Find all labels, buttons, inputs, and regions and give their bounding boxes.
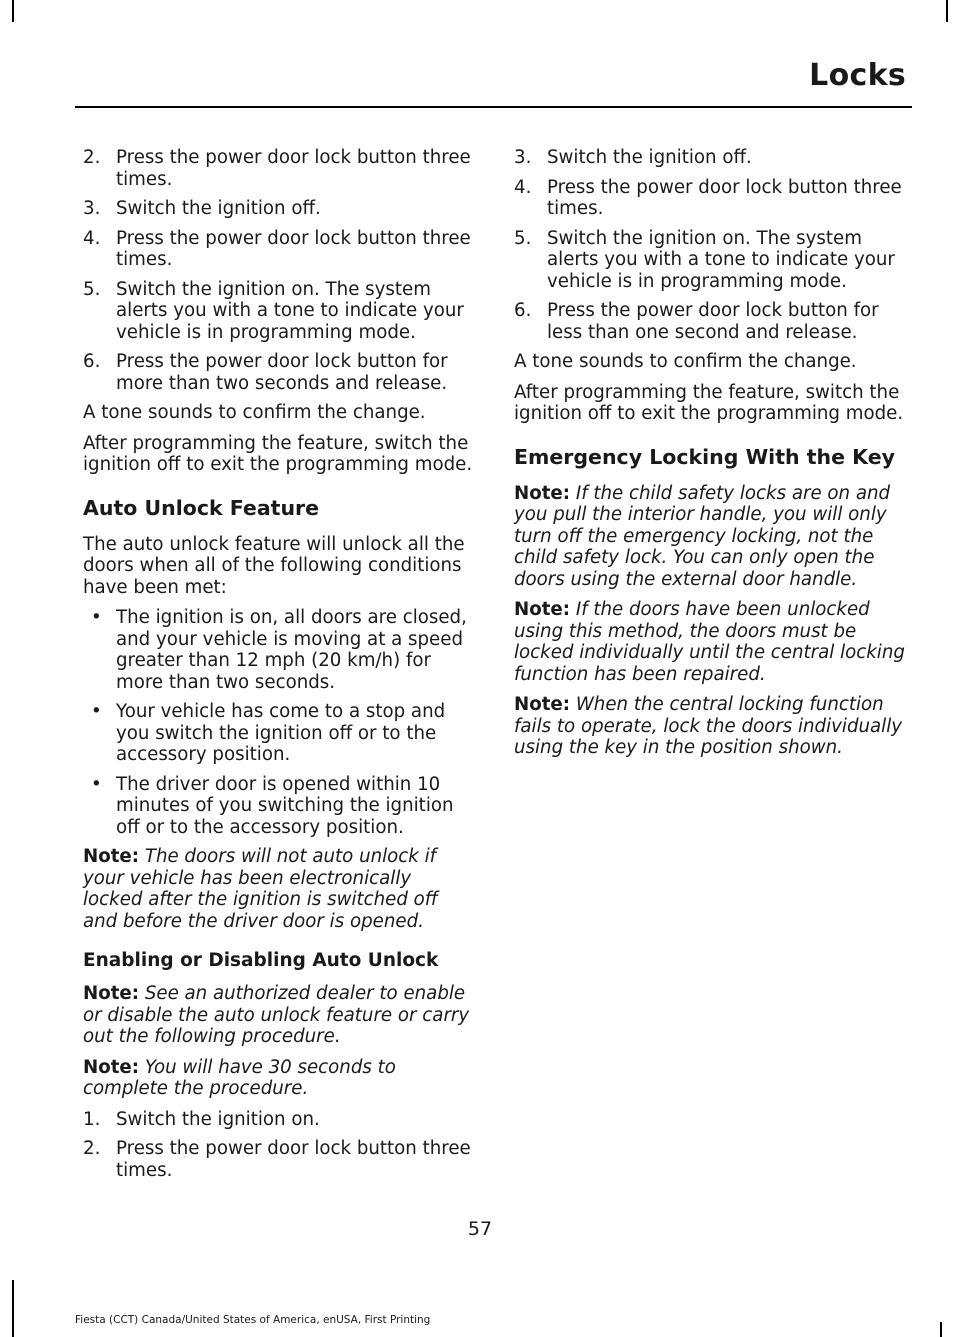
crop-mark-top-right <box>946 0 948 22</box>
list-item: 3. Switch the ignition off. <box>514 147 752 168</box>
paragraph-tone: A tone sounds to confirm the change. <box>514 351 857 372</box>
list-item: 3. Switch the ignition off. <box>83 198 321 219</box>
list-item: 5. Switch the ignition on. The system alerts you with a tone to indicate your vehicle is in programming mode. <box>514 227 895 292</box>
paragraph-after-programming: After programming the feature, switch the ignition off to exit the programming mode. <box>514 381 904 424</box>
crop-mark-bottom-right <box>940 1322 942 1337</box>
section-heading-emergency-locking: Emergency Locking With the Key <box>514 444 895 469</box>
right-column <box>514 147 906 768</box>
page-header-title: Locks <box>809 58 906 93</box>
note: Note: When the central locking function fails to operate, lock the doors individually using the key in the position shown. <box>514 694 903 758</box>
crop-mark-top-left <box>12 0 14 22</box>
crop-mark-bottom-left <box>12 1280 14 1337</box>
footer-text: Fiesta (CCT) Canada/United States of America, enUSA, First Printing <box>75 1314 431 1326</box>
list-item: 5. Switch the ignition on. The system alerts you with a tone to indicate your vehicle is in programming mode. <box>83 278 464 343</box>
left-column <box>83 147 475 1189</box>
header-rule <box>75 106 912 108</box>
bullet-item: • The ignition is on, all doors are closed, and your vehicle is moving at a speed greater than 12 mph (20 km/h) for more than two seconds. <box>91 607 467 693</box>
note: Note: See an authorized dealer to enable or disable the auto unlock feature or carry out the following procedure. <box>83 983 470 1047</box>
paragraph-tone: A tone sounds to confirm the change. <box>83 402 426 423</box>
list-item: 4. Press the power door lock button three times. <box>514 176 902 219</box>
bullet-item: • Your vehicle has come to a stop and you switch the ignition off or to the accessory position. <box>91 701 446 765</box>
note: Note: If the child safety locks are on and you pull the interior handle, you will only turn off the emergency locking, not the child safety lock. You can only open the doors using the external door handle. <box>514 482 891 590</box>
list-item: 6. Press the power door lock button for less than one second and release. <box>514 300 879 343</box>
paragraph-after-programming: After programming the feature, switch the ignition off to exit the programming mode. <box>83 432 473 475</box>
list-item: 6. Press the power door lock button for more than two seconds and release. <box>83 351 448 394</box>
bullet-item: • The driver door is opened within 10 minutes of you switching the ignition off or to the accessory position. <box>91 773 454 838</box>
list-item: 2. Press the power door lock button three times. <box>83 1138 471 1181</box>
list-item: 1. Switch the ignition on. <box>83 1108 320 1130</box>
list-item: 4. Press the power door lock button three times. <box>83 227 471 270</box>
page-number: 57 <box>467 1218 493 1240</box>
section-heading-auto-unlock: Auto Unlock Feature <box>83 495 320 520</box>
note: Note: The doors will not auto unlock if your vehicle has been electronically locked after the ignition is switched off and before the driver door is opened. <box>83 846 438 932</box>
subheading-enabling-auto-unlock: Enabling or Disabling Auto Unlock <box>83 950 439 971</box>
note: Note: You will have 30 seconds to complete the procedure. <box>83 1056 396 1099</box>
note: Note: If the doors have been unlocked using this method, the doors must be locked individually until the central locking function has been repaired. <box>514 599 905 685</box>
list-item: 2. Press the power door lock button three times. <box>83 147 471 190</box>
paragraph-auto-unlock: The auto unlock feature will unlock all the doors when all of the following conditions have been met: <box>83 533 465 598</box>
